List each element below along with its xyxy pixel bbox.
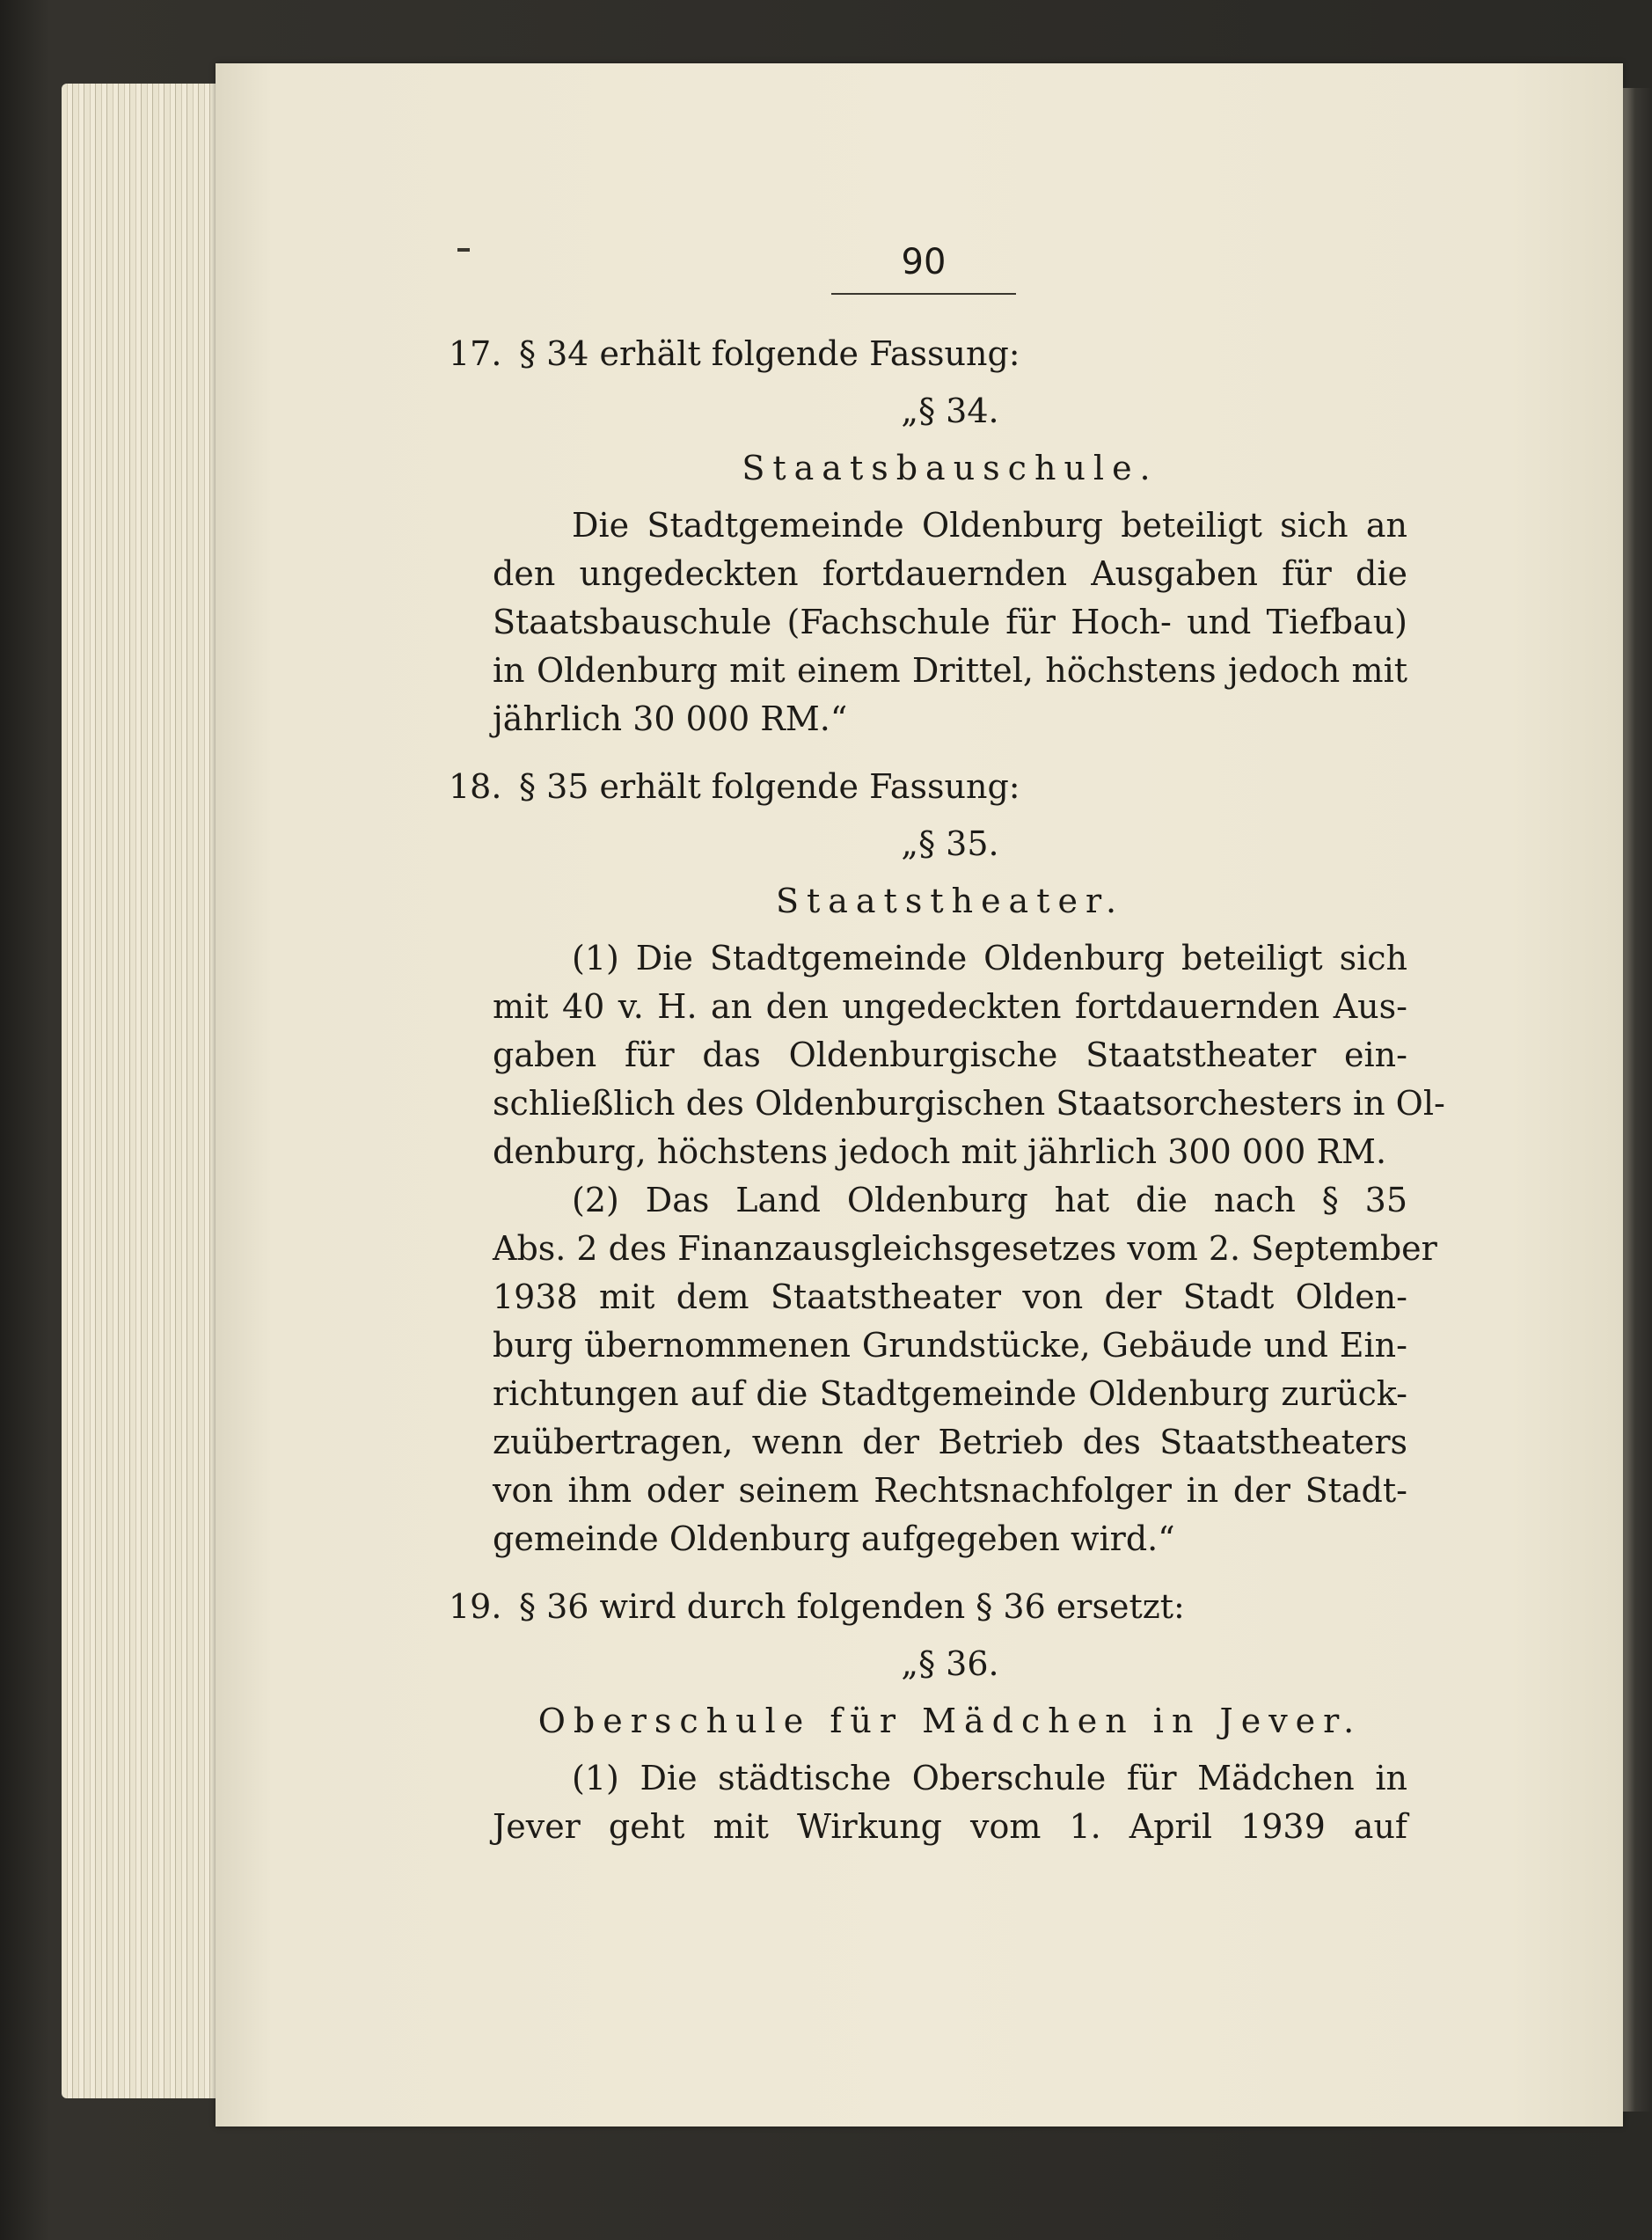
item-intro: § 34 erhält folgende Fassung: [519,334,1020,373]
paragraph-line: 1938 mit dem Staatstheater von der Stadt Olden- [493,1277,1407,1316]
paragraph-line: den ungedeckten fortdauernden Ausgaben für die [493,554,1407,593]
section-label: „§ 34. [901,392,999,430]
paragraph-line: (2) Das Land Oldenburg hat die nach § 35 [572,1181,1407,1219]
stacked-page-edges [62,84,229,2098]
paragraph-line: (1) Die Stadtgemeinde Oldenburg beteiligt sich [572,939,1407,977]
paragraph-line: Jever geht mit Wirkung vom 1. April 1939 auf [493,1807,1407,1846]
page-number: 90 [901,242,947,282]
paragraph-line: mit 40 v. H. an den ungedeckten fortdauernden Aus- [493,987,1407,1026]
paragraph-line: jährlich 30 000 RM.“ [493,699,848,738]
paragraph-line: Die Stadtgemeinde Oldenburg beteiligt sich an [572,506,1407,545]
paragraph-line: burg übernommenen Grundstücke, Gebäude und Ein- [493,1326,1407,1365]
paragraph-line: richtungen auf die Stadtgemeinde Oldenburg zurück- [493,1374,1407,1413]
paragraph-line: Abs. 2 des Finanzausgleichsgesetzes vom 2. September [493,1229,1437,1268]
paragraph-line: in Oldenburg mit einem Drittel, höchstens jedoch mit [493,651,1407,690]
paragraph-line: Staatsbauschule (Fachschule für Hoch- und Tiefbau) [493,603,1407,641]
section-heading: Staatsbauschule. [742,449,1159,487]
paragraph-line: (1) Die städtische Oberschule für Mädchen in [572,1759,1407,1797]
paragraph-line: denburg, höchstens jedoch mit jährlich 300 000 RM. [493,1132,1387,1171]
item-number: 19. [449,1587,502,1626]
paragraph-line: schließlich des Oldenburgischen Staatsorchesters in Ol- [493,1084,1445,1123]
section-label: „§ 35. [901,824,999,863]
paragraph-line: gemeinde Oldenburg aufgegeben wird.“ [493,1519,1175,1558]
item-number: 18. [449,767,502,806]
paragraph-line: gaben für das Oldenburgische Staatstheater ein- [493,1036,1407,1074]
paragraph-line: von ihm oder seinem Rechtsnachfolger in der Stadt- [493,1471,1407,1510]
item-number: 17. [449,334,502,373]
section-heading: Oberschule für Mädchen in Jever. [537,1702,1363,1740]
item-intro: § 35 erhält folgende Fassung: [519,767,1020,806]
item-intro: § 36 wird durch folgenden § 36 ersetzt: [519,1587,1185,1626]
section-heading: Staatstheater. [775,882,1125,920]
page-number-rule [831,293,1016,295]
section-label: „§ 36. [901,1644,999,1683]
margin-dash-mark [457,248,470,252]
paragraph-line: zuübertragen, wenn der Betrieb des Staatstheaters [493,1423,1407,1461]
